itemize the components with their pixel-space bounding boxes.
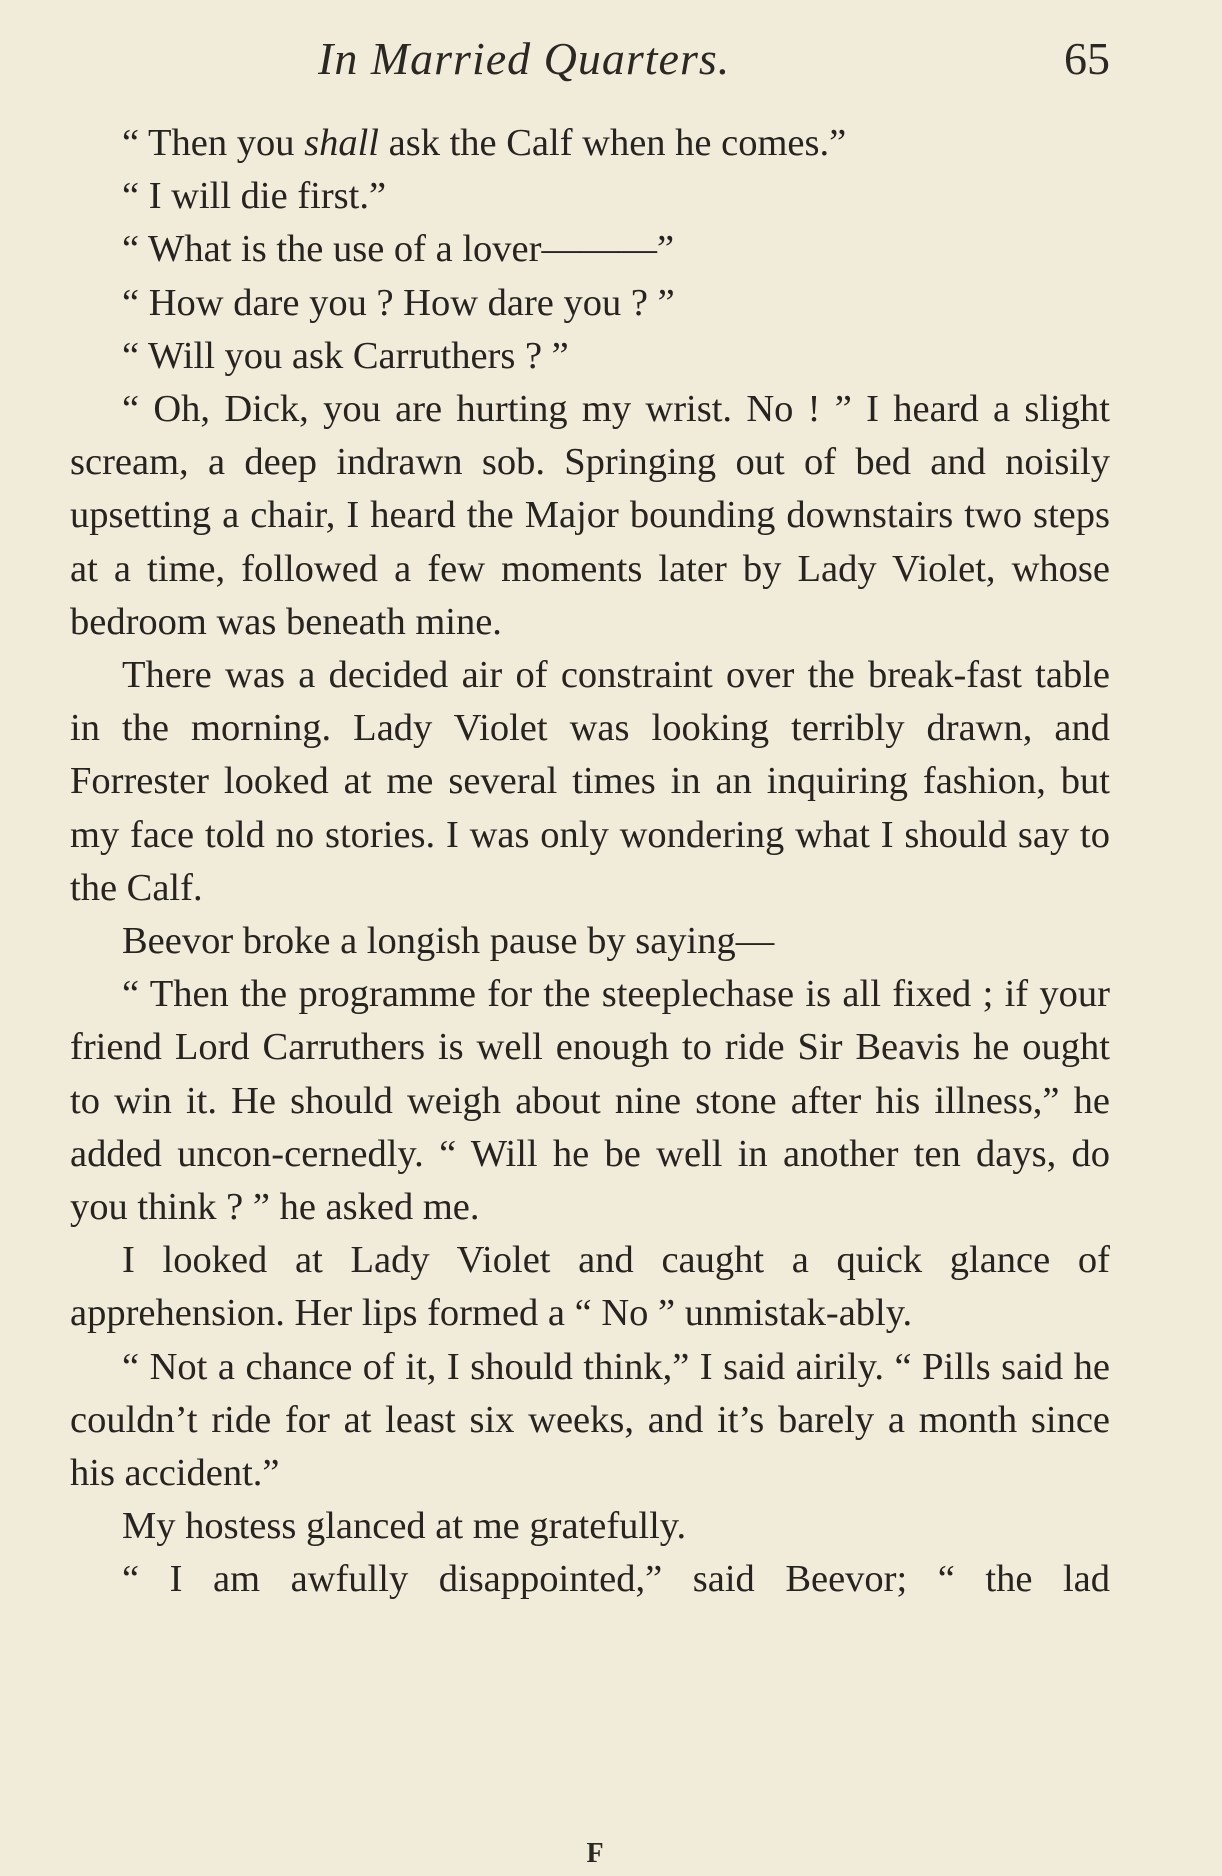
paragraph: “ I am awfully disappointed,” said Beevor; “ the lad (122, 1558, 1110, 1601)
paragraph: “ Oh, Dick, you are hurting my wrist. No ! ” I heard a slight scream, a deep indrawn sob. Springing out of bed and noisily upsetting a chair, I heard the Major bounding downstairs two steps at a time, followed a few moments later by Lady Violet, whose bedroom was beneath mine. (70, 388, 1110, 643)
paragraph: “ Will you ask Carruthers ? ” (122, 334, 569, 377)
paragraph: “ I will die first.” (122, 175, 387, 218)
paragraph: There was a decided air of constraint over the break-fast table in the morning. Lady Violet was looking terribly drawn, and Forrester looked at me several times in an inquiring fashion, but my face told no stories. I was only wondering what I should say to the Calf. (70, 654, 1110, 909)
page-header (70, 28, 1110, 98)
signature-mark: F (586, 1838, 606, 1869)
paragraph: Beevor broke a longish pause by saying— (122, 920, 775, 963)
paragraph: My hostess glanced at me gratefully. (122, 1505, 687, 1548)
paragraph: I looked at Lady Violet and caught a quick glance of apprehension. Her lips formed a “ No ” unmistak-ably. (70, 1239, 1110, 1335)
paragraph: “ What is the use of a lover———” (122, 228, 675, 271)
paragraph: “ How dare you ? How dare you ? ” (122, 281, 675, 324)
paragraph: “ Then you shall ask the Calf when he comes.” (122, 122, 847, 164)
running-head: In Married Quarters. (318, 33, 731, 84)
paragraph: “ Then the programme for the steeplechase is all fixed ; if your friend Lord Carruthers is well enough to ride Sir Beavis he ought to win it. He should weigh about nine stone after his illness,” he added uncon-cernedly. “ Will he be well in another ten days, do you think ? ” he asked me. (70, 973, 1110, 1229)
page-number: 65 (1064, 33, 1110, 84)
paragraph: “ Not a chance of it, I should think,” I said airily. “ Pills said he couldn’t ride for at least six weeks, and it’s barely a month since his accident.” (70, 1345, 1110, 1495)
emphasis: shall (304, 122, 380, 164)
body-text (70, 117, 1110, 1607)
